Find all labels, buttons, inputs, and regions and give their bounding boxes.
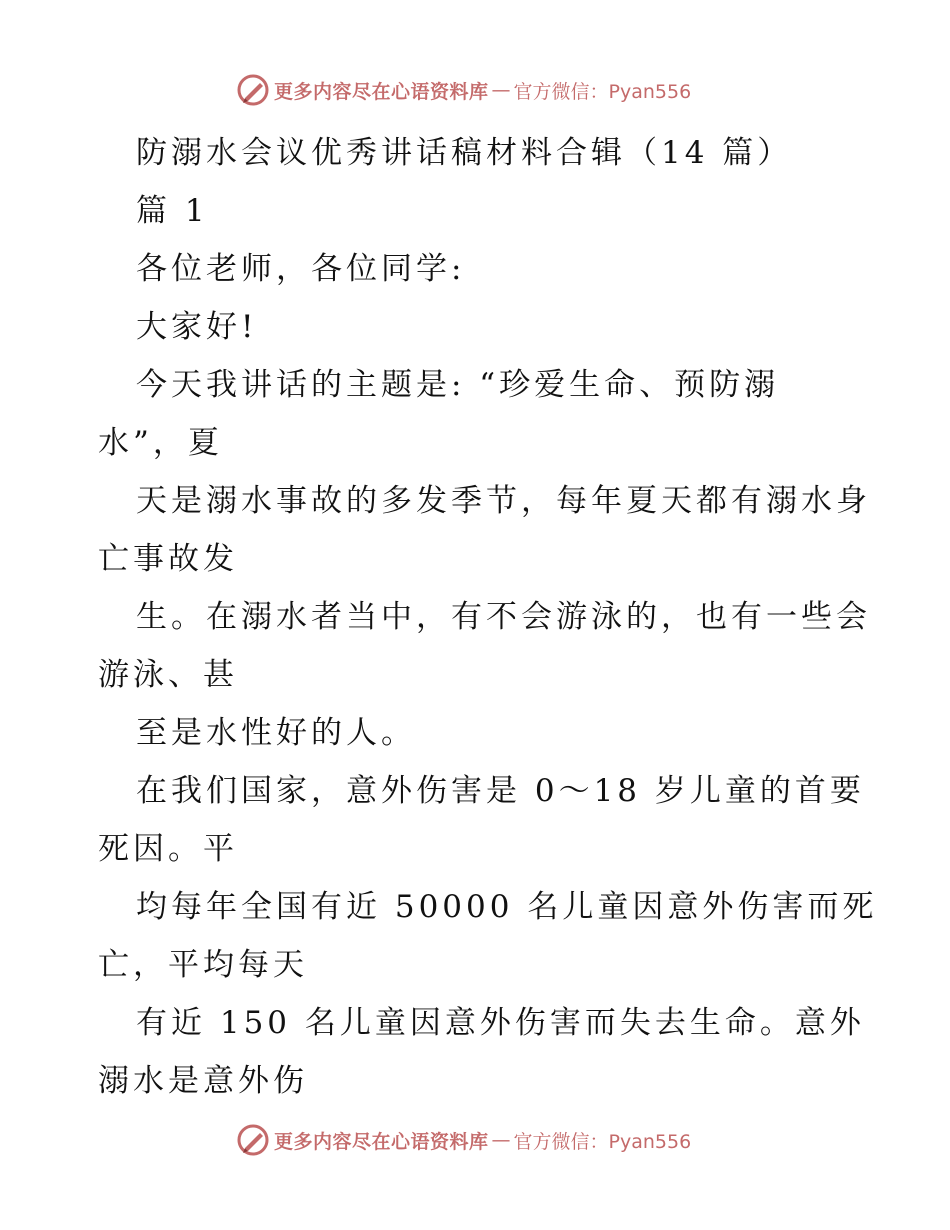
paragraph-line: 亡事故发	[98, 541, 238, 577]
paragraph-line: 有近 150 名儿童因意外伤害而失去生命。意外	[136, 1005, 865, 1041]
document-body	[98, 124, 898, 1110]
pen-logo-icon	[236, 1123, 270, 1157]
footer-banner-separator: —	[491, 1129, 511, 1151]
footer-banner	[236, 1122, 691, 1158]
header-banner-contact: 官方微信：Pyan556	[513, 80, 692, 103]
footer-banner-contact: 官方微信：Pyan556	[513, 1130, 692, 1153]
paragraph-line: 水”，夏	[98, 425, 223, 461]
paragraph-line: 死因。平	[98, 831, 238, 867]
header-banner-text: 更多内容尽在心语资料库	[274, 80, 489, 103]
paragraph-line: 游泳、甚	[98, 657, 238, 693]
header-banner-separator: —	[491, 79, 511, 101]
paragraph-line: 天是溺水事故的多发季节，每年夏天都有溺水身	[136, 483, 871, 519]
greeting: 大家好!	[136, 309, 258, 345]
salutation: 各位老师，各位同学:	[136, 251, 466, 287]
footer-banner-text: 更多内容尽在心语资料库	[274, 1130, 489, 1153]
paragraph-line: 亡，平均每天	[98, 947, 308, 983]
paragraph-line: 今天我讲话的主题是: “珍爱生命、预防溺	[136, 367, 780, 403]
paragraph-line: 在我们国家，意外伤害是 0～18 岁儿童的首要	[136, 773, 865, 809]
paragraph-line: 生。在溺水者当中，有不会游泳的，也有一些会	[136, 599, 871, 635]
paragraph-line: 至是水性好的人。	[136, 715, 416, 751]
document-title: 防溺水会议优秀讲话稿材料合辑（14 篇）	[136, 135, 793, 171]
header-banner	[236, 72, 691, 108]
pen-logo-icon	[236, 73, 270, 107]
paragraph-line: 均每年全国有近 50000 名儿童因意外伤害而死	[136, 889, 878, 925]
paragraph-line: 溺水是意外伤	[98, 1063, 308, 1099]
section-heading: 篇 1	[136, 193, 209, 229]
